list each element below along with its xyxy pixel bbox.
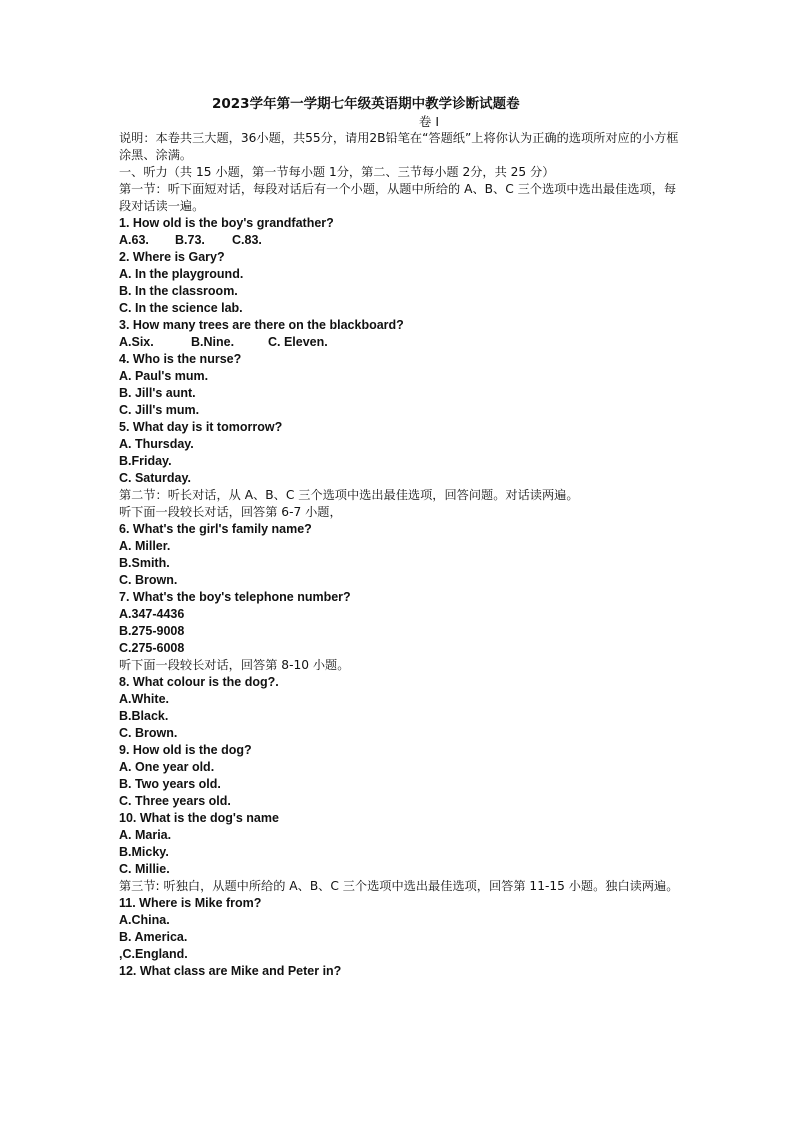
q2-option-a: A. In the playground. [119,267,244,281]
section-one-heading: 一、听力（共 15 小题，第一节每小题 1分，第二、三节每小题 2分，共 25 分） [119,165,555,179]
q4-option-c: C. Jill's mum. [119,403,200,417]
q6-option-a: A. Miller. [119,539,171,553]
dialog-8-10-instruction: 听下面一段较长对话，回答第 8-10 小题。 [119,658,350,672]
q5-option-c: C. Saturday. [119,471,192,485]
part-three-heading: 第三节: 听独白，从题中所给的 A、B、C 三个选项中选出最佳选项，回答第 11-15 小题。独白读两遍。 [119,879,679,893]
q2-option-c: C. In the science lab. [119,301,243,315]
q11-option-b: B. America. [119,930,188,944]
part-two-heading: 第二节：听长对话，从 A、B、C 三个选项中选出最佳选项，回答问题。对话读两遍。 [119,488,579,502]
question-2: 2. Where is Gary? [119,250,225,264]
question-11: 11. Where is Mike from? [119,896,262,910]
q9-option-b: B. Two years old. [119,777,221,791]
q4-option-a: A. Paul's mum. [119,369,209,383]
q6-option-c: C. Brown. [119,573,178,587]
q11-option-c: ,C.England. [119,947,188,961]
q7-option-b: B.275-9008 [119,624,185,638]
q9-option-c: C. Three years old. [119,794,231,808]
q1-option-b: B.73. [175,233,205,247]
question-12: 12. What class are Mike and Peter in? [119,964,342,978]
q5-option-a: A. Thursday. [119,437,194,451]
q8-option-b: B.Black. [119,709,169,723]
question-4: 4. Who is the nurse? [119,352,242,366]
question-9: 9. How old is the dog? [119,743,252,757]
q3-option-b: B.Nine. [191,335,235,349]
q10-option-a: A. Maria. [119,828,172,842]
question-3: 3. How many trees are there on the blackboard? [119,318,404,332]
q3-option-a: A.Six. [119,335,154,349]
q7-option-c: C.275-6008 [119,641,185,655]
question-7: 7. What's the boy's telephone number? [119,590,351,604]
exam-content [119,95,679,980]
q8-option-a: A.White. [119,692,169,706]
exam-subtitle: 卷 I [418,114,440,129]
question-1-options [119,232,679,249]
question-5: 5. What day is it tomorrow? [119,420,283,434]
q8-option-c: C. Brown. [119,726,178,740]
q2-option-b: B. In the classroom. [119,284,238,298]
q10-option-b: B.Micky. [119,845,169,859]
q9-option-a: A. One year old. [119,760,215,774]
question-1: 1. How old is the boy's grandfather? [119,216,334,230]
q1-option-a: A.63. [119,233,149,247]
dialog-6-7-instruction: 听下面一段较长对话，回答第 6-7 小题， [119,505,342,519]
q7-option-a: A.347-4436 [119,607,185,621]
q1-option-c: C.83. [232,233,262,247]
q5-option-b: B.Friday. [119,454,172,468]
instructions: 说明：本卷共三大题，36小题，共55分，请用2B铅笔在“答题纸”上将你认为正确的选项所对应的小方框涂黑、涂满。 [119,131,679,162]
exam-title: 2023学年第一学期七年级英语期中教学诊断试题卷 [212,96,520,112]
question-3-options [119,334,679,351]
q10-option-c: C. Millie. [119,862,170,876]
question-6: 6. What's the girl's family name? [119,522,312,536]
q3-option-c: C. Eleven. [268,335,328,349]
part-one-heading: 第一节：听下面短对话，每段对话后有一个小题，从题中所给的 A、B、C 三个选项中选出最佳选项，每段对话读一遍。 [119,182,677,213]
question-10: 10. What is the dog's name [119,811,279,825]
q4-option-b: B. Jill's aunt. [119,386,196,400]
q11-option-a: A.China. [119,913,170,927]
question-8: 8. What colour is the dog?. [119,675,279,689]
q6-option-b: B.Smith. [119,556,170,570]
